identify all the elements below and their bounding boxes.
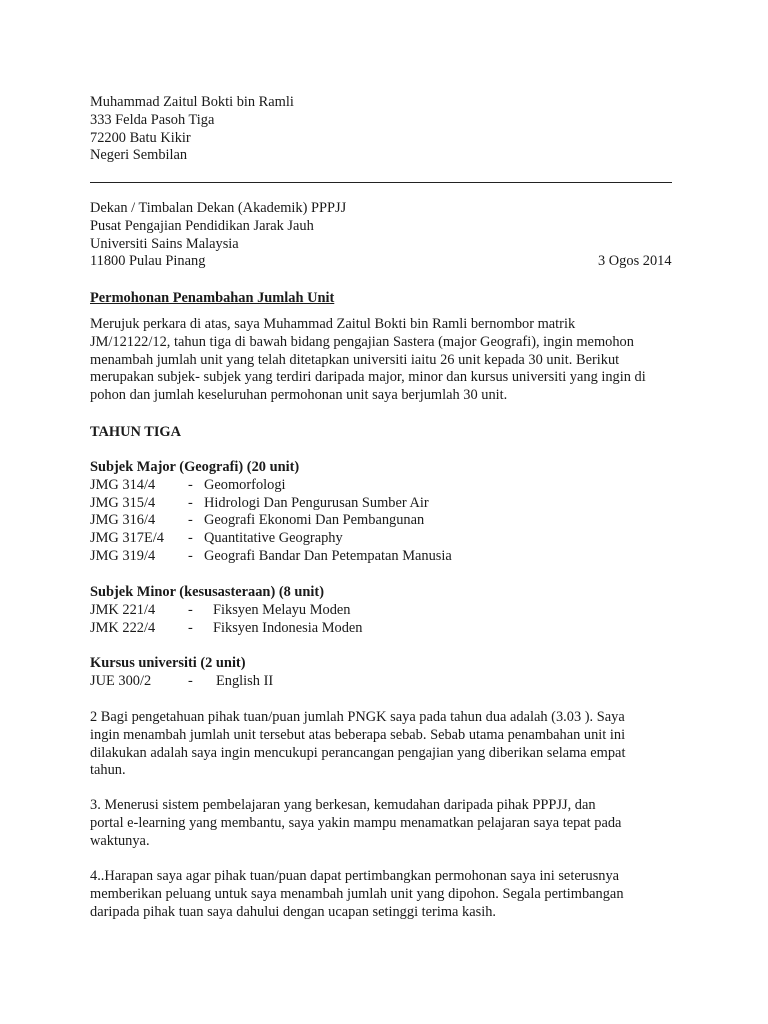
- recipient-title: Dekan / Timbalan Dekan (Akademik) PPPJJ: [90, 200, 347, 216]
- paragraph-line: daripada pihak tuan saya dahului dengan ucapan setinggi terima kasih.: [90, 903, 497, 920]
- intro-line: merupakan subjek- subjek yang terdiri daripada major, minor dan kursus universiti yang ingin di: [90, 369, 646, 386]
- minor-heading: Subjek Minor (kesusasteraan) (8 unit): [90, 584, 325, 600]
- subject-name: English II: [216, 672, 274, 689]
- paragraph-line: dilakukan adalah saya ingin mencukupi perancangan pengajian yang diberikan selama empat: [90, 744, 626, 761]
- intro-paragraph: [90, 316, 646, 405]
- paragraph-2: [90, 709, 625, 780]
- subject-name: Fiksyen Melayu Moden: [213, 601, 351, 618]
- subject-dash: -: [188, 494, 193, 511]
- subject-dash: -: [188, 547, 193, 564]
- recipient-city-row: [90, 253, 680, 271]
- intro-line: Merujuk perkara di atas, saya Muhammad Zaitul Bokti bin Ramli bernombor matrik: [90, 316, 576, 332]
- subject-dash: -: [188, 512, 193, 529]
- subject-row: [90, 548, 650, 566]
- paragraph-line: 4..Harapan saya agar pihak tuan/puan dapat pertimbangkan permohonan saya ini seterusnya: [90, 868, 620, 884]
- sender-postcode-city: 72200 Batu Kikir: [90, 129, 191, 146]
- subject-row: [90, 495, 650, 513]
- subject-name: Geografi Ekonomi Dan Pembangunan: [204, 512, 425, 529]
- sender-name: Muhammad Zaitul Bokti bin Ramli: [90, 94, 294, 110]
- subject-code: JUE 300/2: [90, 672, 152, 689]
- paragraph-line: portal e-learning yang membantu, saya yakin mampu menamatkan pelajaran saya tepat pada: [90, 814, 622, 831]
- divider-line: [90, 182, 672, 183]
- subject-code: JMG 317E/4: [90, 530, 164, 547]
- paragraph-line: waktunya.: [90, 832, 150, 849]
- paragraph-line: tahun.: [90, 762, 126, 779]
- sender-address: [90, 94, 294, 165]
- subject-dash: -: [188, 601, 193, 618]
- paragraph-line: 2 Bagi pengetahuan pihak tuan/puan jumlah PNGK saya pada tahun dua adalah (3.03 ). Saya: [90, 709, 625, 725]
- subject-name: Hidrologi Dan Pengurusan Sumber Air: [204, 494, 429, 511]
- subject-row: [90, 602, 650, 620]
- subject-row: [90, 512, 650, 530]
- subject-row: [90, 673, 650, 691]
- university-course-heading: Kursus universiti (2 unit): [90, 655, 246, 671]
- university-course-section: [90, 655, 650, 691]
- subject-name: Geomorfologi: [204, 476, 286, 493]
- subject-code: JMG 319/4: [90, 547, 156, 564]
- paragraph-3: [90, 797, 621, 850]
- major-section: [90, 459, 650, 566]
- subject-row: [90, 477, 650, 495]
- paragraph-line: ingin menambah jumlah unit tersebut atas beberapa sebab. Sebab utama penambahan unit ini: [90, 726, 626, 743]
- intro-line: JM/12122/12, tahun tiga di bawah bidang pengajian Sastera (major Geografi), ingin memohon: [90, 333, 634, 350]
- subject-code: JMG 316/4: [90, 512, 156, 529]
- subject-dash: -: [188, 619, 193, 636]
- paragraph-line: memberikan peluang untuk saya menambah jumlah unit yang dipohon. Segala pertimbangan: [90, 885, 624, 902]
- subject-code: JMK 222/4: [90, 619, 156, 636]
- subject-name: Geografi Bandar Dan Petempatan Manusia: [204, 547, 452, 564]
- subject-row: [90, 530, 650, 548]
- subject-code: JMG 314/4: [90, 476, 156, 493]
- intro-line: menambah jumlah unit yang telah ditetapkan universiti iaitu 26 unit kepada 30 unit. Berikut: [90, 351, 620, 368]
- subject-dash: -: [188, 530, 193, 547]
- major-heading: Subjek Major (Geografi) (20 unit): [90, 459, 300, 475]
- letter-date: 3 Ogos 2014: [598, 253, 672, 270]
- year-heading: TAHUN TIGA: [90, 424, 182, 440]
- paragraph-4: [90, 868, 624, 921]
- sender-street: 333 Felda Pasoh Tiga: [90, 111, 215, 128]
- recipient-department: Pusat Pengajian Pendidikan Jarak Jauh: [90, 217, 314, 234]
- recipient-university: Universiti Sains Malaysia: [90, 235, 239, 252]
- sender-state: Negeri Sembilan: [90, 147, 188, 164]
- subject-row: [90, 620, 650, 638]
- subject-code: JMG 315/4: [90, 494, 156, 511]
- subject-code: JMK 221/4: [90, 601, 156, 618]
- recipient-postcode-city: 11800 Pulau Pinang: [90, 253, 206, 270]
- subject-name: Fiksyen Indonesia Moden: [213, 619, 363, 636]
- subject-heading: Permohonan Penambahan Jumlah Unit: [90, 290, 335, 306]
- subject-name: Quantitative Geography: [204, 530, 343, 547]
- subject-dash: -: [188, 672, 193, 689]
- subject-dash: -: [188, 476, 193, 493]
- paragraph-line: 3. Menerusi sistem pembelajaran yang berkesan, kemudahan daripada pihak PPPJJ, dan: [90, 797, 596, 813]
- intro-line: pohon dan jumlah keseluruhan permohonan unit saya berjumlah 30 unit.: [90, 387, 508, 404]
- recipient-address: [90, 200, 680, 271]
- minor-section: [90, 584, 650, 637]
